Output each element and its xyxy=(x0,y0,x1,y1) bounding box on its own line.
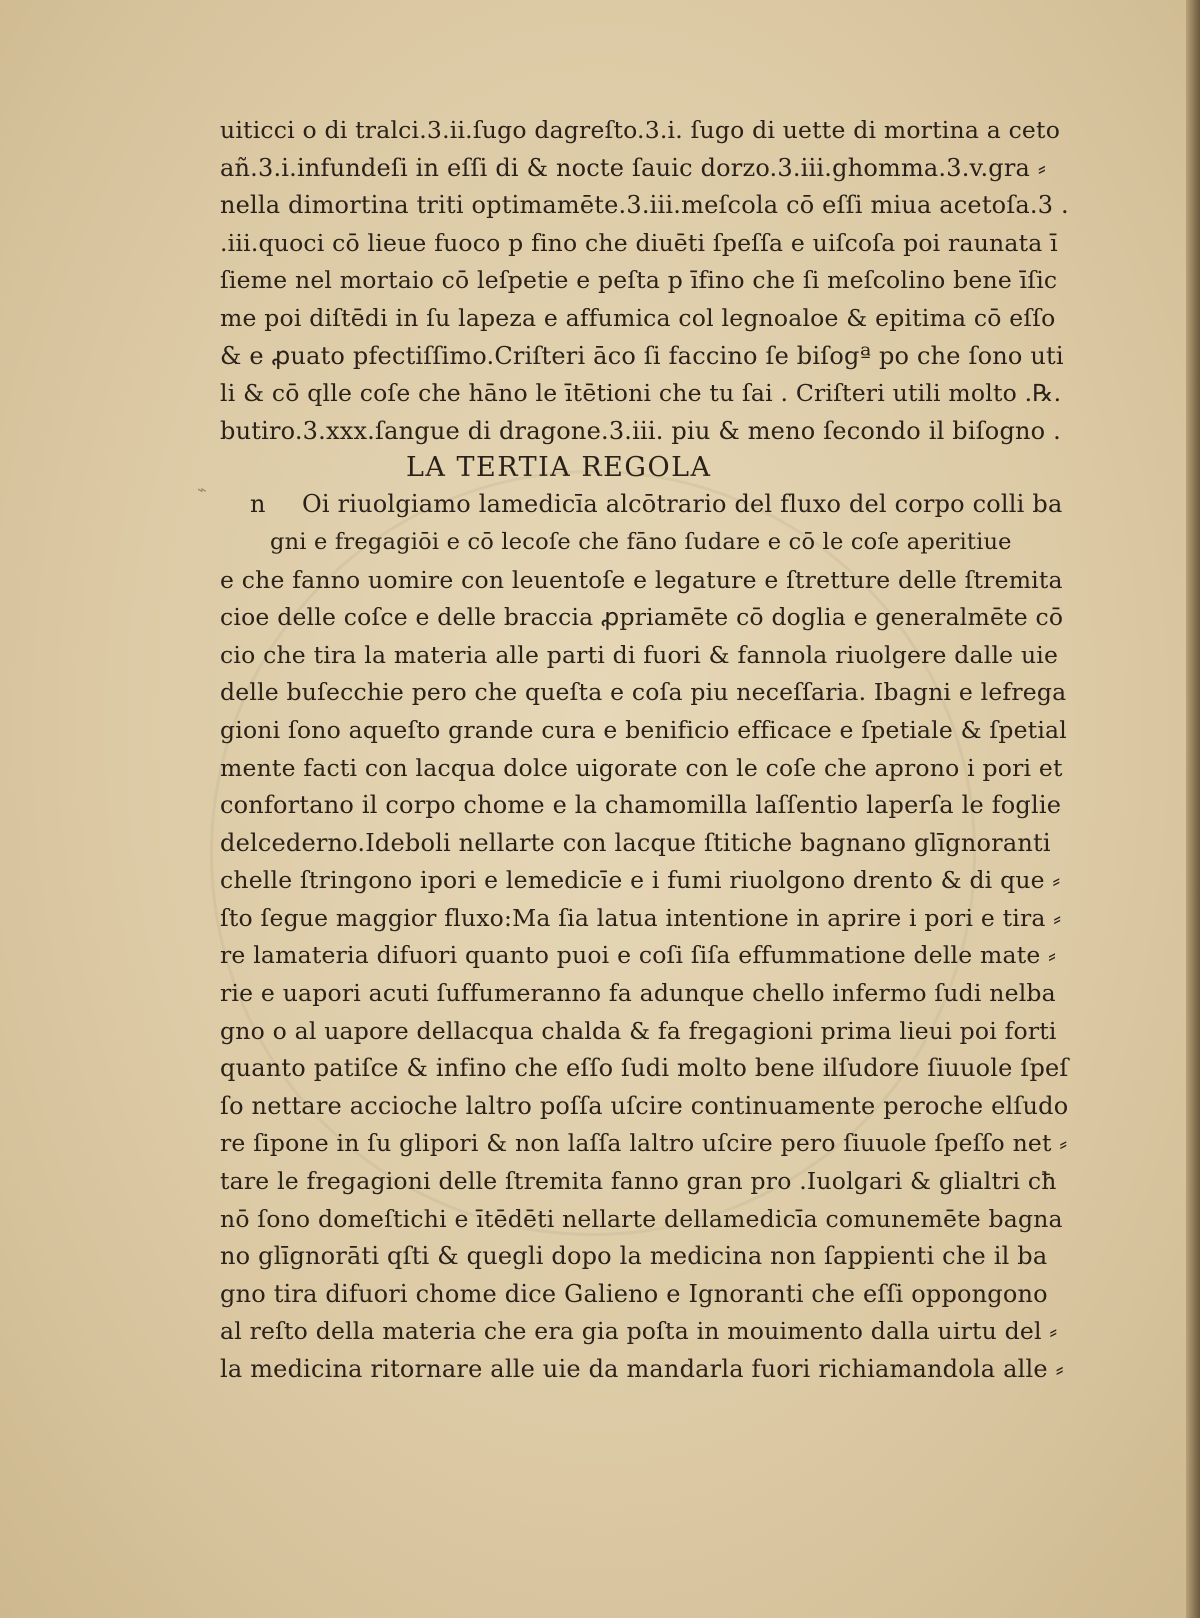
text-line: tare le fregagioni delle ſtremita fanno gran pro .Iuolgari & glialtri cħ xyxy=(220,1167,1057,1196)
text-line: nella dimortina triti optimamēte.3.iii.meſcola cō eſſi miua acetoſa.3 . xyxy=(220,191,1069,220)
text-line: me poi diſtēdi in ſu lapeza e affumica col legnoaloe & epitima cō eſſo xyxy=(220,303,1056,332)
text-line: ſieme nel mortaio cō leſpetie e peſta p īfino che ſi meſcolino bene īſic xyxy=(220,266,1058,295)
text-line: cioe delle coſce e delle braccia ꝓpriamēte cō doglia e generalmēte cō xyxy=(220,603,1064,632)
text-line: delle buſecchie pero che queſta e coſa piu neceſſaria. Ibagni e lefrega xyxy=(220,678,1067,707)
book-spine-edge xyxy=(1186,0,1200,1618)
text-line: ſto ſegue maggior fluxo:Ma ſia latua intentione in aprire i pori e tira ⸗ xyxy=(220,903,1062,932)
text-line: butiro.3.xxx.ſangue di dragone.3.iii. piu & meno ſecondo il biſogno . xyxy=(220,416,1061,445)
section-heading: LA TERTIA REGOLA xyxy=(406,452,712,484)
text-line: gni e fregagiōi e cō lecoſe che fāno ſudare e cō le coſe aperitiue xyxy=(270,528,1012,555)
text-line: nō ſono domeſtichi e ītēdēti nellarte dellamedicīa comunemēte bagna xyxy=(220,1204,1063,1233)
text-line: mente facti con lacqua dolce uigorate con le coſe che aprono i pori et xyxy=(220,753,1063,782)
text-line: gioni ſono aqueſto grande cura e benificio efficace e ſpetiale & ſpetial xyxy=(220,715,1067,744)
initial-guide-letter: n xyxy=(250,490,266,519)
text-line: añ.3.i.infundeſi in eſſi di & nocte ſauic dorzo.3.iii.ghomma.3.v.gra ⸗ xyxy=(220,153,1047,182)
text-line: re lamateria difuori quanto puoi e coſi ſiſa effummatione delle mate ⸗ xyxy=(220,941,1057,970)
text-line: e che fanno uomire con leuentoſe e legature e ſtretture delle ſtremita xyxy=(220,565,1063,594)
margin-pointer-mark: ⌁ xyxy=(197,480,207,499)
text-line: .iii.quoci cō lieue fuoco p fino che diuēti ſpeſſa e uiſcoſa poi raunata ī xyxy=(220,228,1058,257)
first-line-text: Oi riuolgiamo lamedicīa alcōtrario del fluxo del corpo colli ba xyxy=(302,490,1063,519)
text-line: gno tira difuori chome dice Galieno e Ignoranti che eſſi oppongono xyxy=(220,1279,1048,1308)
text-line: ſo nettare accioche laltro poſſa uſcire continuamente peroche elſudo xyxy=(220,1091,1069,1120)
text-line: al reſto della materia che era gia poſta in mouimento dalla uirtu del ⸗ xyxy=(220,1317,1058,1346)
text-line: quanto patiſce & infino che eſſo ſudi molto bene ilſudore ſiuuole ſpeſ xyxy=(220,1054,1069,1083)
text-line: la medicina ritornare alle uie da mandarla fuori richiamandola alle ⸗ xyxy=(220,1355,1064,1383)
text-line: & e ꝓuato pfectiſſimo.Criſteri āco ſi faccino ſe biſogª po che ſono uti xyxy=(220,341,1064,370)
text-line: cio che tira la materia alle parti di fuori & fannola riuolgere dalle uie xyxy=(220,640,1059,669)
text-line: confortano il corpo chome e la chamomilla laſſentio laperſa le foglie xyxy=(220,791,1062,820)
text-line: rie e uapori acuti ſuffumeranno fa adunque chello infermo ſudi nelba xyxy=(220,979,1056,1008)
text-line: re ſipone in ſu glipori & non laſſa laltro uſcire pero ſiuuole ſpeſſo net ⸗ xyxy=(220,1129,1068,1158)
text-line: chelle ſtringono ipori e lemedicīe e i fumi riuolgono drento & di que ⸗ xyxy=(220,866,1061,895)
text-line: uiticci o di tralci.3.ii.ſugo dagreſto.3.i. ſugo di uette di mortina a ceto xyxy=(220,116,1061,144)
text-line: li & cō qlle coſe che hāno le ītētioni che tu ſai . Criſteri utili molto .℞. xyxy=(220,379,1062,408)
text-line: no glīgnorāti qſti & quegli dopo la medicina non ſappienti che il ba xyxy=(220,1242,1048,1271)
first-paragraph-line xyxy=(220,486,1070,524)
text-line: gno o al uapore dellacqua chalda & fa fregagioni prima lieui poi forti xyxy=(220,1016,1057,1045)
text-block xyxy=(220,112,1070,1389)
text-line: delcederno.Ideboli nellarte con lacque ſtitiche bagnano glīgnoranti xyxy=(220,828,1051,857)
